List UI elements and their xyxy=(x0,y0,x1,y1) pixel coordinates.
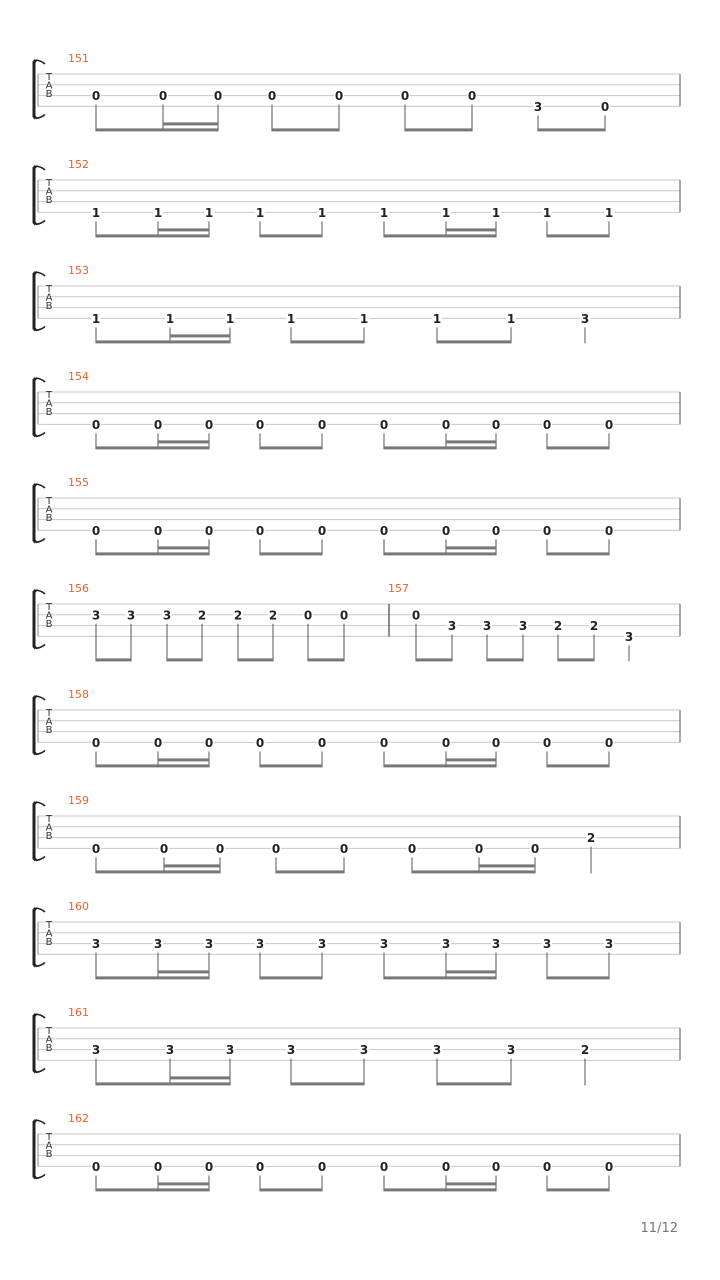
fret-number: 3 xyxy=(441,937,451,952)
measure-number: 151 xyxy=(68,52,89,65)
tab-clef-letter: A xyxy=(45,610,53,622)
bracket-hooks xyxy=(36,272,45,330)
fret-number: 0 xyxy=(542,523,552,538)
beam xyxy=(96,234,209,237)
tab-clef-letter: B xyxy=(45,725,53,736)
fret-number: 0 xyxy=(491,735,501,750)
fret-number: 1 xyxy=(91,205,101,220)
fret-number: 0 xyxy=(91,523,101,538)
fret-number: 3 xyxy=(518,619,528,634)
fret-number: 0 xyxy=(379,417,389,432)
beam xyxy=(547,1188,609,1191)
fret-number: 1 xyxy=(317,205,327,220)
fret-number: 0 xyxy=(271,841,281,856)
beam xyxy=(96,340,230,343)
beam xyxy=(547,764,609,767)
fret-number: 3 xyxy=(542,937,552,952)
beam xyxy=(558,658,594,661)
fret-number: 1 xyxy=(441,205,451,220)
fret-number: 0 xyxy=(542,417,552,432)
sub-beam xyxy=(446,1182,496,1185)
tab-clef-letter: A xyxy=(45,928,53,940)
fret-number: 0 xyxy=(213,89,223,104)
fret-number: 1 xyxy=(165,311,175,326)
fret-number: 0 xyxy=(379,735,389,750)
beam xyxy=(96,976,209,979)
fret-number: 0 xyxy=(153,523,163,538)
tab-clef-letter: B xyxy=(45,407,53,418)
tab-clef-letter: T xyxy=(45,602,53,613)
fret-number: 3 xyxy=(533,99,543,114)
sub-beam xyxy=(446,440,496,443)
fret-number: 0 xyxy=(303,608,313,623)
system-bracket xyxy=(34,696,36,754)
page-number: 11/12 xyxy=(640,1221,678,1236)
tab-clef-letter: T xyxy=(45,1132,53,1143)
beam xyxy=(416,658,452,661)
bracket-hooks xyxy=(36,1120,45,1178)
fret-number: 0 xyxy=(204,735,214,750)
beam xyxy=(412,870,535,873)
fret-number: 1 xyxy=(506,311,516,326)
sub-beam xyxy=(479,864,535,867)
fret-number: 0 xyxy=(317,1159,327,1174)
fret-number: 0 xyxy=(604,417,614,432)
beam xyxy=(167,658,202,661)
system-bracket xyxy=(34,60,36,118)
beam xyxy=(405,128,472,131)
fret-number: 0 xyxy=(215,841,225,856)
system-bracket xyxy=(34,802,36,860)
tab-clef-letter: T xyxy=(45,284,53,295)
fret-number: 0 xyxy=(491,523,501,538)
fret-number: 3 xyxy=(286,1043,296,1058)
beam xyxy=(260,1188,322,1191)
bracket-hooks xyxy=(36,908,45,966)
beam xyxy=(96,128,218,131)
sub-beam xyxy=(446,228,496,231)
fret-number: 2 xyxy=(197,608,207,623)
beam xyxy=(384,764,496,767)
measure-number: 157 xyxy=(388,582,409,595)
tab-clef-letter: T xyxy=(45,178,53,189)
beam xyxy=(384,552,496,555)
fret-number: 3 xyxy=(91,937,101,952)
fret-number: 3 xyxy=(624,629,634,644)
beam xyxy=(272,128,339,131)
fret-number: 0 xyxy=(441,1159,451,1174)
fret-number: 2 xyxy=(589,619,599,634)
tab-clef-letter: B xyxy=(45,89,53,100)
tab-system xyxy=(34,476,680,555)
fret-number: 1 xyxy=(91,311,101,326)
fret-number: 3 xyxy=(317,937,327,952)
beam xyxy=(384,1188,496,1191)
tab-system xyxy=(34,688,680,767)
measure-number: 161 xyxy=(68,1006,89,1019)
fret-number: 0 xyxy=(204,417,214,432)
fret-number: 3 xyxy=(91,1043,101,1058)
fret-number: 0 xyxy=(542,735,552,750)
sub-beam xyxy=(164,864,220,867)
tab-system xyxy=(34,582,680,661)
fret-number: 1 xyxy=(542,205,552,220)
fret-number: 0 xyxy=(474,841,484,856)
fret-number: 0 xyxy=(255,735,265,750)
beam xyxy=(547,976,609,979)
fret-number: 0 xyxy=(91,735,101,750)
fret-number: 1 xyxy=(604,205,614,220)
system-bracket xyxy=(34,484,36,542)
fret-number: 0 xyxy=(255,523,265,538)
beam xyxy=(276,870,344,873)
fret-number: 1 xyxy=(491,205,501,220)
fret-number: 0 xyxy=(441,523,451,538)
fret-number: 3 xyxy=(359,1043,369,1058)
fret-number: 3 xyxy=(491,937,501,952)
measure-number: 158 xyxy=(68,688,89,701)
fret-number: 0 xyxy=(153,417,163,432)
bracket-hooks xyxy=(36,1014,45,1072)
tab-clef-letter: B xyxy=(45,619,53,630)
fret-number: 0 xyxy=(159,841,169,856)
beam xyxy=(96,658,131,661)
fret-number: 1 xyxy=(225,311,235,326)
fret-number: 0 xyxy=(604,735,614,750)
fret-number: 0 xyxy=(604,1159,614,1174)
beam xyxy=(260,764,322,767)
tab-clef-letter: T xyxy=(45,814,53,825)
fret-number: 0 xyxy=(411,608,421,623)
tab-system xyxy=(34,52,680,131)
beam xyxy=(547,552,609,555)
beam xyxy=(260,976,322,979)
fret-number: 1 xyxy=(432,311,442,326)
beam xyxy=(547,234,609,237)
fret-number: 3 xyxy=(506,1043,516,1058)
beam xyxy=(96,552,209,555)
tab-clef-letter: T xyxy=(45,72,53,83)
beam xyxy=(308,658,344,661)
beam xyxy=(96,1188,209,1191)
tab-clef-letter: A xyxy=(45,292,53,304)
tab-clef-letter: A xyxy=(45,1140,53,1152)
fret-number: 3 xyxy=(255,937,265,952)
tab-clef-letter: A xyxy=(45,80,53,92)
tab-system xyxy=(34,794,680,873)
fret-number: 3 xyxy=(153,937,163,952)
fret-number: 2 xyxy=(580,1043,590,1058)
fret-number: 1 xyxy=(379,205,389,220)
system-bracket xyxy=(34,166,36,224)
fret-number: 0 xyxy=(441,735,451,750)
fret-number: 0 xyxy=(158,89,168,104)
tab-clef-letter: B xyxy=(45,1043,53,1054)
fret-number: 3 xyxy=(204,937,214,952)
bracket-hooks xyxy=(36,378,45,436)
beam xyxy=(437,1082,511,1085)
beam xyxy=(238,658,273,661)
fret-number: 0 xyxy=(604,523,614,538)
fret-number: 0 xyxy=(441,417,451,432)
fret-number: 0 xyxy=(407,841,417,856)
sub-beam xyxy=(170,1076,230,1079)
tab-clef-letter: B xyxy=(45,301,53,312)
beam xyxy=(384,446,496,449)
sub-beam xyxy=(158,440,209,443)
fret-number: 0 xyxy=(600,99,610,114)
fret-number: 3 xyxy=(447,619,457,634)
tab-system xyxy=(34,158,680,237)
bracket-hooks xyxy=(36,696,45,754)
fret-number: 0 xyxy=(255,1159,265,1174)
system-bracket xyxy=(34,590,36,648)
fret-number: 0 xyxy=(542,1159,552,1174)
fret-number: 0 xyxy=(379,523,389,538)
tab-clef-letter: B xyxy=(45,1149,53,1160)
sub-beam xyxy=(158,228,209,231)
system-bracket xyxy=(34,1014,36,1072)
fret-number: 0 xyxy=(91,89,101,104)
fret-number: 0 xyxy=(339,608,349,623)
tab-clef-letter: T xyxy=(45,920,53,931)
beam xyxy=(291,340,364,343)
sub-beam xyxy=(158,1182,209,1185)
fret-number: 1 xyxy=(204,205,214,220)
beam xyxy=(437,340,511,343)
tab-clef-letter: A xyxy=(45,716,53,728)
fret-number: 2 xyxy=(233,608,243,623)
tab-clef-letter: A xyxy=(45,822,53,834)
sub-beam xyxy=(170,334,230,337)
fret-number: 0 xyxy=(491,417,501,432)
bracket-hooks xyxy=(36,60,45,118)
fret-number: 1 xyxy=(255,205,265,220)
beam xyxy=(547,446,609,449)
sub-beam xyxy=(446,546,496,549)
beam xyxy=(96,870,220,873)
fret-number: 3 xyxy=(379,937,389,952)
bracket-hooks xyxy=(36,166,45,224)
sub-beam xyxy=(158,970,209,973)
fret-number: 0 xyxy=(400,89,410,104)
measure-number: 156 xyxy=(68,582,89,595)
tab-clef-letter: A xyxy=(45,398,53,410)
fret-number: 0 xyxy=(91,1159,101,1174)
bracket-hooks xyxy=(36,802,45,860)
measure-number: 153 xyxy=(68,264,89,277)
tab-clef-letter: B xyxy=(45,831,53,842)
system-bracket xyxy=(34,908,36,966)
sub-beam xyxy=(163,122,218,125)
fret-number: 0 xyxy=(91,841,101,856)
tab-clef-letter: B xyxy=(45,513,53,524)
measure-number: 152 xyxy=(68,158,89,171)
fret-number: 2 xyxy=(586,831,596,846)
fret-number: 2 xyxy=(553,619,563,634)
beam xyxy=(260,234,322,237)
fret-number: 0 xyxy=(153,1159,163,1174)
fret-number: 0 xyxy=(204,523,214,538)
tab-clef-letter: A xyxy=(45,1034,53,1046)
beam xyxy=(96,446,209,449)
measure-number: 162 xyxy=(68,1112,89,1125)
fret-number: 0 xyxy=(530,841,540,856)
fret-number: 0 xyxy=(153,735,163,750)
fret-number: 1 xyxy=(153,205,163,220)
fret-number: 0 xyxy=(255,417,265,432)
beam xyxy=(538,128,605,131)
fret-number: 3 xyxy=(225,1043,235,1058)
beam xyxy=(96,764,209,767)
beam xyxy=(260,552,322,555)
fret-number: 3 xyxy=(432,1043,442,1058)
tab-system xyxy=(34,264,680,343)
beam xyxy=(384,976,496,979)
fret-number: 3 xyxy=(580,311,590,326)
measure-number: 160 xyxy=(68,900,89,913)
fret-number: 0 xyxy=(379,1159,389,1174)
bracket-hooks xyxy=(36,484,45,542)
tab-clef-letter: T xyxy=(45,496,53,507)
tab-clef-letter: B xyxy=(45,195,53,206)
system-bracket xyxy=(34,378,36,436)
beam xyxy=(384,234,496,237)
fret-number: 0 xyxy=(339,841,349,856)
tab-clef-letter: T xyxy=(45,708,53,719)
tab-clef-letter: T xyxy=(45,1026,53,1037)
tab-clef-letter: T xyxy=(45,390,53,401)
fret-number: 0 xyxy=(317,417,327,432)
measure-number: 154 xyxy=(68,370,89,383)
fret-number: 3 xyxy=(91,608,101,623)
sub-beam xyxy=(158,546,209,549)
tab-clef-letter: A xyxy=(45,186,53,198)
fret-number: 0 xyxy=(91,417,101,432)
beam xyxy=(487,658,523,661)
fret-number: 3 xyxy=(165,1043,175,1058)
fret-number: 3 xyxy=(126,608,136,623)
fret-number: 0 xyxy=(317,735,327,750)
fret-number: 0 xyxy=(334,89,344,104)
fret-number: 0 xyxy=(491,1159,501,1174)
beam xyxy=(291,1082,364,1085)
measure-number: 155 xyxy=(68,476,89,489)
sub-beam xyxy=(158,758,209,761)
tab-clef-letter: A xyxy=(45,504,53,516)
bracket-hooks xyxy=(36,590,45,648)
system-bracket xyxy=(34,272,36,330)
tab-system xyxy=(34,1006,680,1085)
fret-number: 0 xyxy=(267,89,277,104)
tab-system xyxy=(34,900,680,979)
fret-number: 3 xyxy=(162,608,172,623)
fret-number: 1 xyxy=(286,311,296,326)
beam xyxy=(96,1082,230,1085)
system-bracket xyxy=(34,1120,36,1178)
fret-number: 0 xyxy=(204,1159,214,1174)
sub-beam xyxy=(446,970,496,973)
tab-system xyxy=(34,1112,680,1191)
sub-beam xyxy=(446,758,496,761)
tab-system xyxy=(34,370,680,449)
tab-clef-letter: B xyxy=(45,937,53,948)
fret-number: 0 xyxy=(467,89,477,104)
measure-number: 159 xyxy=(68,794,89,807)
fret-number: 3 xyxy=(604,937,614,952)
beam xyxy=(260,446,322,449)
fret-number: 2 xyxy=(268,608,278,623)
fret-number: 0 xyxy=(317,523,327,538)
fret-number: 1 xyxy=(359,311,369,326)
fret-number: 3 xyxy=(482,619,492,634)
